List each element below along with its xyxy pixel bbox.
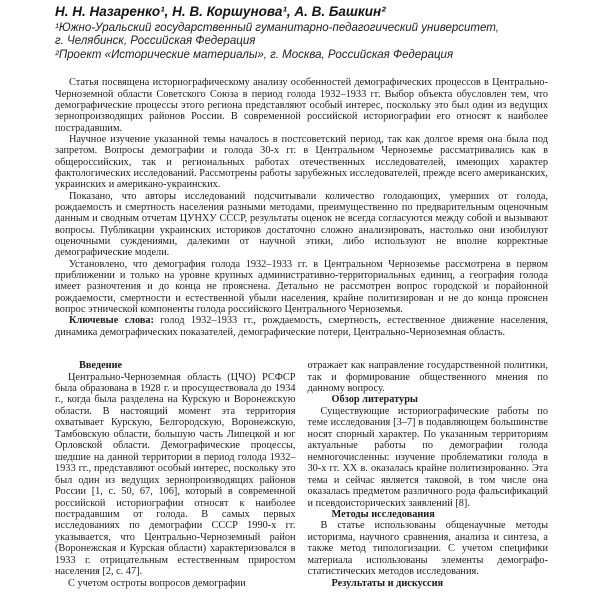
methods-paragraph: В статье использованы общенаучные методы историзма, научного сравнения, анализа и синтеза, а также метод типологизации. С учетом специфики материала использованы элементы демографо-статистических методов исследования.	[307, 520, 548, 578]
keywords-label: Ключевые слова:	[69, 315, 154, 327]
methods-heading: Методы исследования	[331, 509, 435, 521]
intro-next-paragraph: С учетом остроты вопросов демографии	[68, 577, 246, 589]
results-heading: Результаты и дискуссия	[331, 577, 444, 589]
two-column-body	[55, 360, 548, 589]
right-column	[308, 360, 549, 589]
abstract-section	[55, 77, 548, 338]
authors-line: Н. Н. Назаренко¹, Н. В. Коршунова¹, А. В. Башкин²	[55, 4, 386, 19]
affiliations-block	[55, 22, 548, 62]
left-column	[55, 360, 296, 589]
intro-paragraph: Центрально-Черноземная область (ЦЧО) РСФСР была образована в 1928 г. и просуществовала до 1934 г., когда была разделена на Курскую и Воронежскую области. В настоящий момент эта территория охватывает Курскую, Белгородскую, Воронежскую, Тамбовскую области, большую часть Липецкой и юг Орловской области. Демографические процессы, шедшие на данной территории в период голода 1932–1933 гг., представляют особый интерес, поскольку это был один из ведущих зернопроизводящих районов России [1, с. 50, 67, 106], который в современной российской историографии относят к наиболее пострадавшим от голода. В самых первых исследованиях по демографии СССР 1990-х гг. указывается, что Центрально-Черноземный район (Воронежская и Курская области) характеризовался в 1933 г. отрицательным естественным приростом населения [2, с. 47].	[55, 371, 296, 578]
continuation-paragraph: отражает как направление государственной политики, так и формирование общественного мнения по данному вопросу.	[307, 360, 548, 395]
affiliation-line-3: ²Проект «Исторические материалы», г. Москва, Российская Федерация	[55, 48, 454, 61]
abstract-paragraph-2: Научное изучение указанной темы началось в постсоветский период, так как долгое время она была под запретом. Вопросы демографии и голода 30-х гг. в Центральном Черноземье рассматривались как в общероссийских, так и региональных работах отечественных исследователей, имеющих характер фактологических исследований. Рассмотрены работы зарубежных исследователей, прежде всего американских, украинских и американо-украинских.	[55, 133, 548, 191]
keywords-text: голод 1932–1933 гг., рождаемость, смертность, естественное движение населения, динамика демографических показателей, демографические потери, Центрально-Черноземная область.	[55, 315, 549, 338]
affiliation-line-1: ¹Южно-Уральский государственный гуманитарно-педагогический университет,	[55, 22, 499, 34]
intro-heading: Введение	[79, 360, 123, 372]
abstract-paragraph-3: Показано, что авторы исследований подсчитывали количество голодающих, умерших от голода, рождаемость и смертность населения разными методами, преимущественно по предварительным оценочным данным и сводным отчетам ЦУНХУ СССР, результаты оценок не всегда согласуются между собой и вызывают вопросы. Публикации украинских историков достаточно сложно анализировать, настолько они изобилуют оценочными суждениями, далекими от научной этики, либо используют не вполне корректные демографические модели.	[55, 190, 548, 259]
literature-review-heading: Обзор литературы	[331, 394, 418, 406]
abstract-paragraph-1: Статья посвящена историографическому анализу особенностей демографических процессов в Центрально-Черноземной области Советского Союза в период голода 1932–1933 гг. Выбор объекта обусловлен тем, что демографические процессы этого региона представляют особый интерес, поскольку это был один из ведущих зернопроизводящих районов России. В современной российской историографии его относят к наиболее пострадавшим.	[55, 77, 548, 134]
keywords-paragraph	[55, 315, 548, 338]
article-header	[55, 4, 548, 62]
literature-review-paragraph: Существующие историографические работы по теме исследования [3–7] в подавляющем большинстве носят спорный характер. По указанным территориям актуальные работы по демографии голода немногочисленны: изучение проблематики голода в 30-х гг. XX в. оказалась крайне политизированно. Эта тема и сейчас является таковой, в том числе она оказалась предметом различного рода фальсификаций и псевдоисторических заявлений [8].	[307, 405, 548, 509]
abstract-paragraph-4: Установлено, что демография голода 1932–1933 гг. в Центральном Черноземье рассмотрена в первом приближении и только на уровне крупных административно-территориальных единиц, а география голода имеет разночтения и до конца не прояснена. Детально не рассмотрен вопрос городской и порайонной рождаемости, смертности и естественной убыли населения, крайне политизирован и не до конца прояснен вопрос этнической компоненты голода российского Центрального Черноземья.	[55, 258, 548, 316]
affiliation-line-2: г. Челябинск, Российская Федерация	[55, 35, 256, 48]
